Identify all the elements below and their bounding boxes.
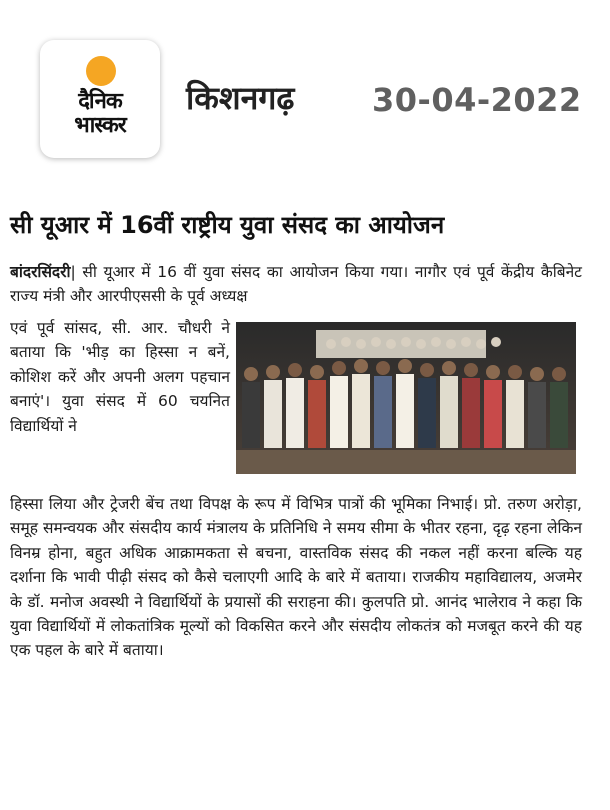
- article-para-bottom: हिस्सा लिया और ट्रेजरी बेंच तथा विपक्ष के रूप में विभित्र पात्रों की भूमिका निभाई। प्रो. तरुण अरोड़ा, समूह समन्वयक और संसदीय कार्य मंत्रालय के प्रतिनिधि ने समय सीमा के भीतर रहना, दृढ़ रहना लेकिन विनम्र होना, बहुत अधिक आक्रामकता से बचना, वास्तविक संसद की नकल नहीं करना बल्कि यह दर्शाना कि भावी पीढ़ी संसद को कैसे चलाएगी आदि के बारे में बताया। राजकीय महाविद्यालय, अजमेर के डॉ. मनोज अवस्थी ने विद्यार्थियों के प्रयासों की सराहना की। कुलपति प्रो. आनंद भालेराव ने कहा कि युवा विद्यार्थियों में लोकतांत्रिक मूल्यों को विकसित करने और संसदीय लोकतंत्र को मजबूत करने की यह एक पहल के बारे में बताया।: [10, 495, 582, 660]
- edition-city: किशनगढ़: [186, 79, 295, 117]
- dateline: बांदरसिंदरी: [10, 263, 71, 281]
- dateline-bar: |: [70, 263, 83, 281]
- group-photo: [236, 322, 576, 474]
- dainik-bhaskar-logo: [40, 40, 160, 158]
- article-headline: सी यूआर में 16वीं राष्ट्रीय युवा संसद का आयोजन: [10, 211, 445, 239]
- logo-text-line2: भास्कर: [74, 113, 126, 138]
- article-para-top: [10, 260, 582, 309]
- article-para-left: एवं पूर्व सांसद, सी. आर. चौधरी ने बताया कि 'भीड़ का हिस्सा न बनें, कोशिश करें और अपनी अलग पहचान बनाएं'। युवा संसद में 60 चयनित विद्यार्थियों ने: [10, 319, 230, 435]
- para-top-text: सी यूआर में 16 वीं युवा संसद का आयोजन किया गया। नागौर एवं पूर्व केंद्रीय कैबिनेट राज्य मंत्री और आरपीएससी के पूर्व अध्यक्ष: [10, 263, 582, 306]
- logo-text-line1: दैनिक: [78, 89, 122, 114]
- edition-date: 30-04-2022: [372, 81, 582, 119]
- sun-icon: [86, 56, 116, 86]
